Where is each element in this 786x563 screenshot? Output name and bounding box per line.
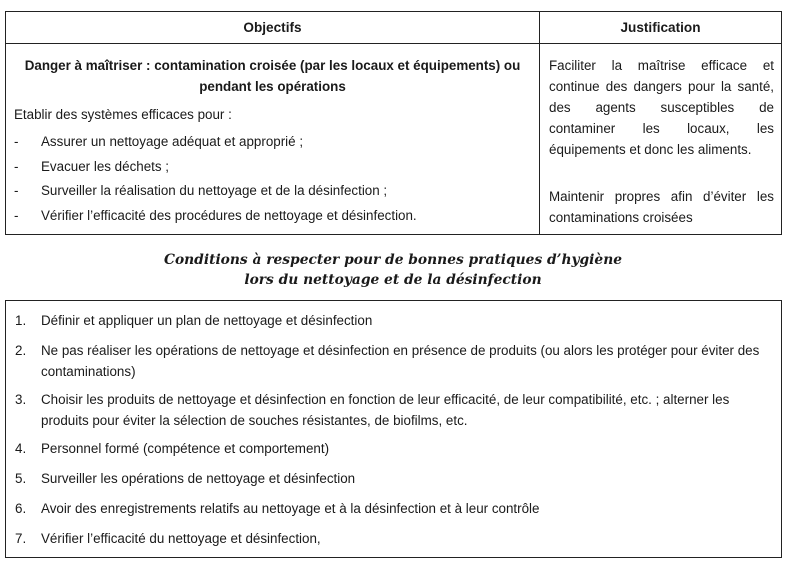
objective-text: Vérifier l’efficacité des procédures de nettoyage et désinfection.	[41, 207, 417, 223]
header-justification: Justification	[620, 20, 701, 35]
objectives-table	[5, 11, 782, 235]
condition-number: 6.	[15, 501, 27, 516]
condition-text: Vérifier l’efficacité du nettoyage et désinfection,	[41, 531, 321, 546]
conditions-title	[0, 250, 786, 290]
justification-cell	[540, 44, 781, 234]
condition-text: Avoir des enregistrements relatifs au nettoyage et à la désinfection et à leur contrôle	[41, 501, 540, 516]
conditions-title-line-2: lors du nettoyage et de la désinfection	[244, 272, 542, 288]
conditions-title-line-1: Conditions à respecter pour de bonnes pratiques d’hygiène	[163, 252, 623, 268]
objective-text: Evacuer les déchets ;	[41, 158, 170, 174]
dash-bullet: -	[14, 158, 19, 174]
condition-number: 7.	[15, 531, 27, 546]
danger-statement: Danger à maîtriser : contamination croisée (par les locaux et équipements) ou pendant les opérations	[24, 58, 521, 94]
objectifs-cell	[6, 44, 539, 234]
justification-paragraph-2: Maintenir propres afin d’éviter les contaminations croisées	[549, 189, 774, 225]
condition-text: Choisir les produits de nettoyage et désinfection en fonction de leur efficacité, de leur compatibilité, etc. ; alterner les produits pour éviter la sélection de souches résistantes, de biofilms, etc.	[41, 392, 730, 428]
table-header-row	[6, 12, 781, 44]
dash-bullet: -	[14, 134, 19, 149]
conditions-box	[5, 300, 782, 558]
condition-number: 1.	[15, 313, 27, 328]
etablir-intro: Etablir des systèmes efficaces pour :	[14, 107, 232, 122]
dash-bullet: -	[14, 183, 19, 199]
condition-text: Ne pas réaliser les opérations de nettoyage et désinfection en présence de produits (ou alors les protéger pour éviter des contaminations)	[41, 343, 760, 379]
condition-text: Surveiller les opérations de nettoyage et désinfection	[41, 471, 356, 486]
condition-number: 3.	[15, 392, 27, 407]
justification-paragraph-1: Faciliter la maîtrise efficace et continue des dangers pour la santé, des agents susceptibles de contaminer les locaux, les équipements et donc les aliments.	[549, 58, 774, 157]
condition-number: 5.	[15, 471, 27, 486]
condition-text: Personnel formé (compétence et comportement)	[41, 441, 330, 456]
condition-number: 4.	[15, 441, 27, 456]
header-objectifs: Objectifs	[243, 20, 302, 35]
dash-bullet: -	[14, 207, 19, 223]
objective-text: Assurer un nettoyage adéquat et approprié ;	[41, 134, 304, 149]
condition-text: Définir et appliquer un plan de nettoyage et désinfection	[41, 313, 373, 328]
objective-text: Surveiller la réalisation du nettoyage et de la désinfection ;	[41, 183, 388, 199]
condition-number: 2.	[15, 343, 27, 358]
